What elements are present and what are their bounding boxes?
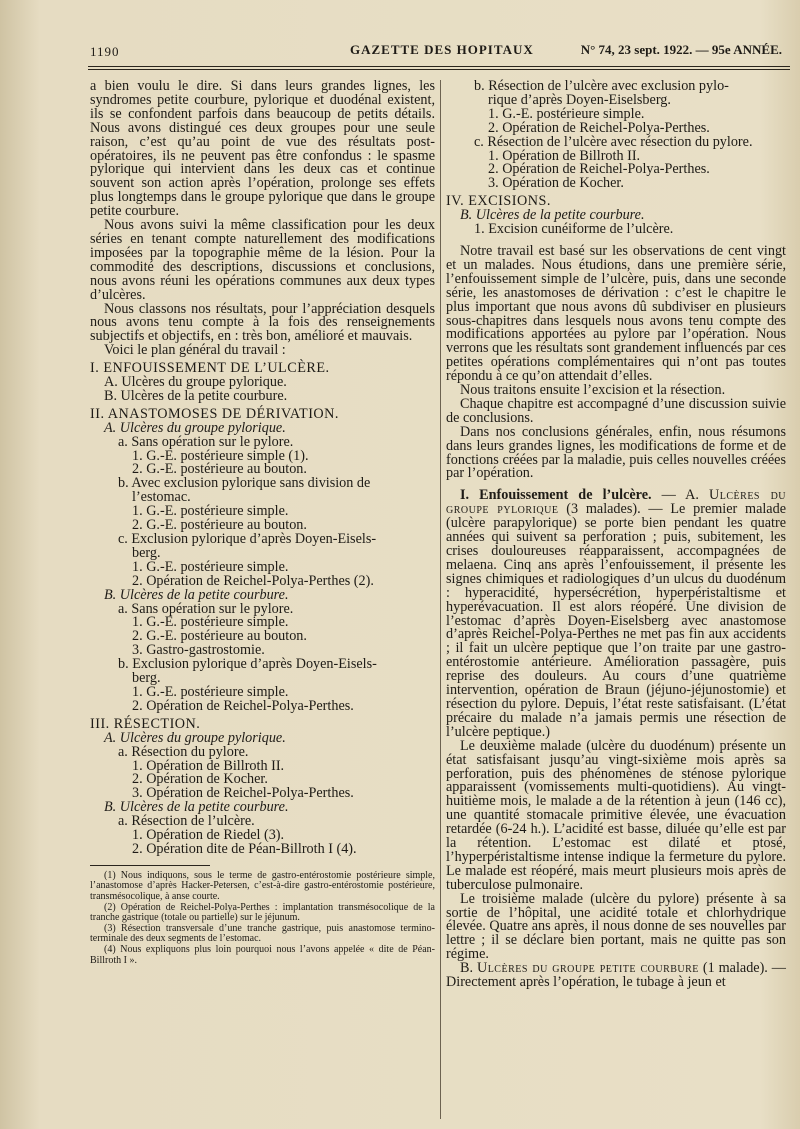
outline-item: berg.: [132, 670, 161, 687]
outline-item: 2. Opération de Kocher.: [132, 771, 268, 788]
outline-item: b. Résection de l’ulcère avec exclusion pylo-: [474, 78, 729, 94]
outline-item: 3. Opération de Reichel-Polya-Perthes.: [132, 785, 354, 802]
outline-item: 2. G.-E. postérieure au bouton.: [132, 461, 307, 478]
outline-item: 2. Opération de Reichel-Polya-Perthes.: [488, 119, 710, 136]
outline-item: 1. Opération de Billroth II.: [132, 757, 285, 774]
paragraph: Nous traitons ensuite l’excision et la résection.: [460, 382, 726, 399]
footnotes: [90, 871, 435, 966]
paragraph: Nous avons suivi la même classification pour les deux séries en tenant compte naturellement des modifications imposées par la topographie même de la lésion. Pour la commodité des descriptions, discussions et conclusions, nous avons réuni les opérations communes aux deux types d’ulcères.: [90, 217, 435, 303]
column-separator: [440, 80, 441, 1119]
outline-item: II. ANASTOMOSES DE DÉRIVATION.: [90, 405, 339, 422]
outline-item: a. Sans opération sur le pylore.: [118, 433, 294, 450]
subsection-heading: Ulcères du groupe pylorique: [446, 487, 787, 518]
left-column: [90, 80, 435, 966]
outline-item: b. Avec exclusion pylorique sans division de: [118, 475, 371, 492]
paragraph: Notre travail est basé sur les observations de cent vingt et un malades. Nous étudions, dans une première série, l’enfouissement simple de l’ulcère, puis, dans une seconde série, les anastomoses de dérivation : c’est le chapitre le plus important que nous avons dû subdiviser en plusieurs sous-chapitres dans lesquels nous avons tenu compte des modifications apportées au pylore par l’opération. Nous verrons que les résultats sont grandement influencés par ces petites opérations complémentaires qui n’ont pas toutes répondu à ce qu’on attendait d’elles.: [446, 242, 786, 385]
paragraph: Nous classons nos résultats, pour l’appréciation desquels nous avons tenu compte à la fois des renseignements subjectifs et objectifs, en : très bon, amélioré et mauvais.: [90, 300, 435, 345]
outline-item: B. Ulcères de la petite courbure.: [104, 586, 289, 603]
outline-item: 2. Opération dite de Péan-Billroth I (4).: [132, 840, 357, 857]
outline-item: B. Ulcères de la petite courbure.: [104, 387, 288, 404]
paragraph: Dans nos conclusions générales, enfin, nous résumons dans leurs grandes lignes, les modifications de forme et de fonctions créées par la maladie, puis celles nouvelles créées par l’opération.: [446, 423, 786, 482]
outline-item: 1. G.-E. postérieure simple.: [132, 683, 289, 700]
paragraph: Chaque chapitre est accompagné d’une discussion suivie de conclusions.: [446, 395, 786, 426]
outline-item: 1. G.-E. postérieure simple (1).: [132, 447, 309, 464]
outline-item: 1. G.-E. postérieure simple.: [132, 614, 289, 631]
outline-item: 1. Opération de Riedel (3).: [132, 827, 285, 844]
outline-item: A. Ulcères du groupe pylorique.: [104, 419, 286, 436]
outline-item: 2. Opération de Reichel-Polya-Perthes.: [132, 697, 354, 714]
outline-item: b. Exclusion pylorique d’après Doyen-Eisels-: [118, 656, 377, 673]
footnote: (1) Nous indiquons, sous le terme de gastro-entérostomie postérieure simple, l’anastomose d’après Hacker-Petersen, c’est-à-dire gastro-entérostomie postérieure, transmésocolique, à anse courte.: [90, 869, 435, 903]
outline-item: IV. EXCISIONS.: [446, 193, 551, 210]
plan-outline-continued: [446, 80, 786, 237]
page-header: [60, 40, 790, 62]
paragraph: Le troisième malade (ulcère du pylore) présente à sa sortie de l’hôpital, une acidité totale et chlorhydrique élevée. Quatre ans après, il nous donne de ses nouvelles par lettre ; il se déclare bien portant, mais ne quitte pas son régime.: [446, 890, 786, 963]
header-rule: [88, 66, 790, 67]
outline-item: a. Résection de l’ulcère.: [118, 813, 255, 830]
outline-item: 3. Gastro-gastrostomie.: [132, 642, 265, 659]
outline-item: 1. G.-E. postérieure simple.: [488, 105, 645, 122]
footnote-rule: [90, 865, 210, 866]
footnote: (3) Résection transversale d’une tranche gastrique, puis anastomose termino-terminale des deux segments de l’estomac.: [90, 922, 435, 945]
outline-item: a. Sans opération sur le pylore.: [118, 600, 294, 617]
outline-item: 2. Opération de Reichel-Polya-Perthes (2).: [132, 572, 374, 589]
paragraph: Le deuxième malade (ulcère du duodénum) présente un état satisfaisant jusqu’au vingt-sixième mois après sa perforation, puis des phénomènes de sténose pylorique apparaissent (vomissements multi-quotidiens). Au vingt-huitième mois, le malade a de la rétention à jeun (146 cc), une quantité stomacale primitive élevée, une évacuation retardée (6-24 h.). L’acidité est basse, diluée qu’elle est par la rétention. L’estomac est dilaté et ptosé, l’hyperpéristaltisme intense indique la fermeture du pylore. Le malade est réopéré, mais meurt plusieurs mois après de tuberculose pulmonaire.: [446, 737, 786, 893]
subsection-heading: Ulcères du groupe petite courbure: [476, 960, 699, 977]
outline-item: 1. Excision cunéiforme de l’ulcère.: [474, 221, 674, 238]
paragraph: Voici le plan général du travail :: [104, 342, 286, 359]
page-number: 1190: [90, 44, 120, 59]
outline-item: 2. G.-E. postérieure au bouton.: [132, 517, 307, 534]
footnote: (4) Nous expliquons plus loin pourquoi nous l’avons appelée « dite de Péan-Billroth I ».: [90, 944, 435, 966]
outline-item: l’estomac.: [132, 489, 191, 506]
outline-item: 1. G.-E. postérieure simple.: [132, 558, 289, 575]
section-paragraph: I. Enfouissement de l’ulcère. — A. Ulcères du groupe pylorique (3 malades). — Le premier malade (ulcère parapylorique) se porte bien pendant les quatre années qui suivent sa perforation ; puis, subitement, les crises douloureuses réapparaissent, accompagnées de melaena. Cinq ans après l’enfouissement, il présente les signes chimiques et radiologiques d’un ulcus du duodénum : hyperacidité, hypersécrétion, hyperpéristaltisme et hyperévacuation. Il est alors réopéré. Une division de l’estomac d’après Doyen-Eiselsberg avec anastomose d’après Reichel-Polya-Perthes ne met pas fin aux accidents ; il fait un ulcère peptique que l’on traite par une gastro-entérostomie antérieure. Amélioration passagère, puis reprise des douleurs. Au cours d’une quatrième intervention, opération de Braun (jéjuno-jéjunostomie) et résection du pylore. Depuis, l’état reste satisfaisant. (L’état précaire du malade n’a jamais permis une résection de l’ulcère peptique.): [446, 487, 787, 740]
outline-item: berg.: [132, 544, 161, 561]
outline-item: 2. G.-E. postérieure au bouton.: [132, 628, 307, 645]
outline-item: c. Résection de l’ulcère avec résection du pylore.: [474, 133, 753, 150]
outline-item: c. Exclusion pylorique d’après Doyen-Eisels-: [118, 531, 377, 547]
outline-item: A. Ulcères du groupe pylorique.: [104, 729, 286, 746]
header-rule-double: [88, 69, 790, 70]
outline-item: B. Ulcères de la petite courbure.: [460, 207, 645, 224]
outline-item: 1. G.-E. postérieure simple.: [132, 503, 289, 520]
outline-item: A. Ulcères du groupe pylorique.: [104, 374, 287, 391]
plan-outline: [90, 362, 435, 857]
issue-info: N° 74, 23 sept. 1922. — 95e ANNÉE.: [580, 42, 782, 57]
outline-item: B. Ulcères de la petite courbure.: [104, 799, 289, 816]
outline-item: a. Résection du pylore.: [118, 743, 249, 760]
paragraph: B. Ulcères du groupe petite courbure (1 malade). — Directement après l’opération, le tubage à jeun et: [446, 960, 786, 991]
footnote: (2) Opération de Reichel-Polya-Perthes : implantation transmésocolique de la tranche gastrique (totale ou partielle) sur le jéjunum.: [90, 901, 435, 924]
outline-item: 1. Opération de Billroth II.: [488, 147, 641, 164]
outline-item: I. ENFOUISSEMENT DE L’ULCÈRE.: [90, 360, 330, 377]
paragraph: a bien voulu le dire. Si dans leurs grandes lignes, les syndromes petite courbure, pylorique et duodénal existent, ils se confondent parfois dans beaucoup de petits détails. Nous avons distingué ces deux groupes pour une seule raison, c’est qu’au point de vue des résultats post-opératoires, ils ne peuvent pas être confondus : le spasme pylorique qui intervient dans les deux cas et continue souvent son action après l’opération, prolonge ses effets plus longtemps dans le groupe pylorique que dans le groupe petite courbure.: [90, 78, 435, 220]
right-column: [446, 80, 786, 990]
outline-item: III. RÉSECTION.: [90, 715, 201, 732]
outline-item: rique d’après Doyen-Eiselsberg.: [488, 91, 671, 108]
outline-item: 2. Opération de Reichel-Polya-Perthes.: [488, 161, 710, 178]
outline-item: 3. Opération de Kocher.: [488, 175, 624, 192]
journal-title: GAZETTE DES HOPITAUX: [350, 42, 534, 57]
section-heading: I. Enfouissement de l’ulcère.: [460, 487, 652, 504]
